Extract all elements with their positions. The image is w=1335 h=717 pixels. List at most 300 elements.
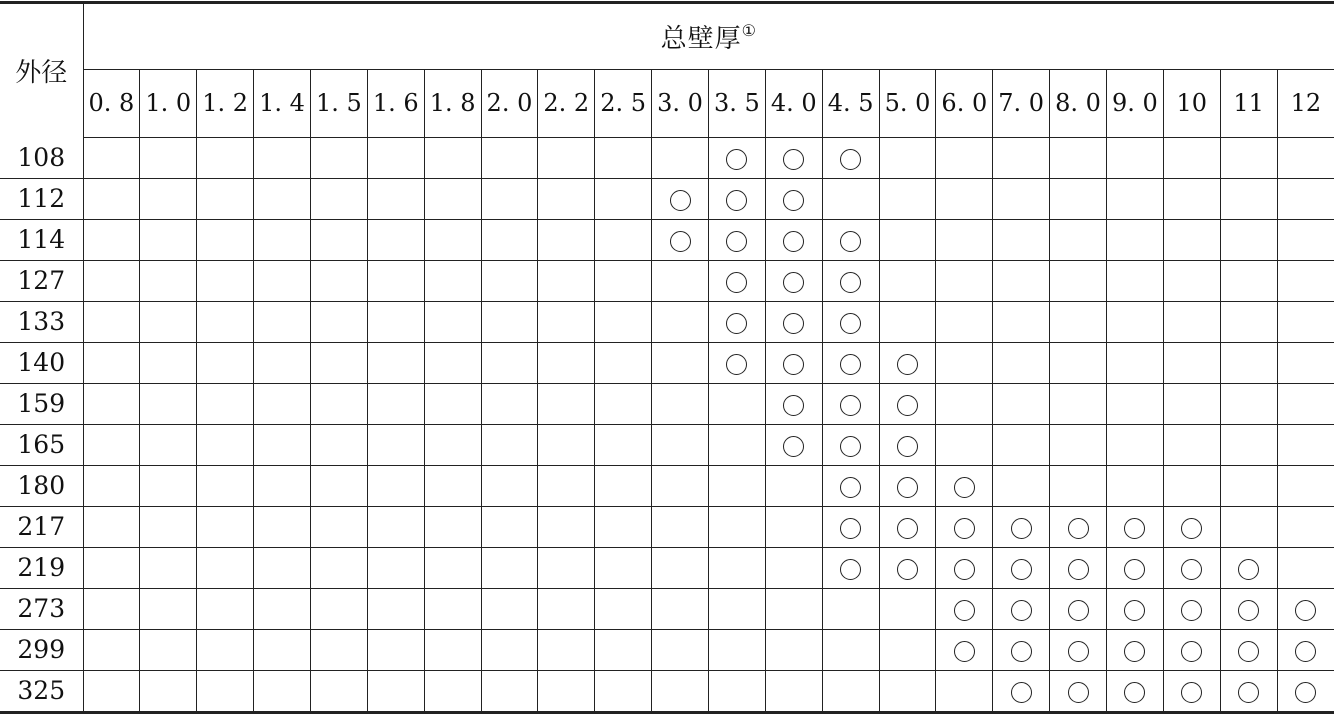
thickness-cell: [1220, 178, 1277, 219]
thickness-cell: [1050, 178, 1107, 219]
table-row: [0, 629, 1334, 670]
thickness-cell: [879, 260, 936, 301]
thickness-cell: [1163, 465, 1220, 506]
thickness-cell: [254, 547, 311, 588]
outer-diameter-cell: 325: [0, 670, 83, 712]
thickness-cell: [538, 629, 595, 670]
availability-circle-icon: [840, 313, 861, 334]
thickness-cell: [1277, 178, 1334, 219]
thickness-cell: [310, 137, 367, 178]
availability-circle-icon: [840, 436, 861, 457]
thickness-cell: [879, 342, 936, 383]
thickness-cell: [765, 465, 822, 506]
thickness-cell: [1220, 137, 1277, 178]
thickness-cell: [1220, 260, 1277, 301]
availability-circle-icon: [840, 518, 861, 539]
availability-circle-icon: [1011, 600, 1032, 621]
thickness-cell: [1163, 424, 1220, 465]
thickness-cell: [936, 383, 993, 424]
outer-diameter-cell: 159: [0, 383, 83, 424]
thickness-cell: [765, 588, 822, 629]
availability-circle-icon: [670, 231, 691, 252]
thickness-cell: [140, 342, 197, 383]
thickness-header-cell: 9. 0: [1106, 69, 1163, 137]
thickness-cell: [83, 260, 140, 301]
availability-circle-icon: [726, 231, 747, 252]
thickness-cell: [595, 178, 652, 219]
total-wall-thickness-header: [83, 3, 1334, 70]
thickness-cell: [310, 342, 367, 383]
availability-circle-icon: [897, 477, 918, 498]
table-row: [0, 506, 1334, 547]
thickness-cell: [993, 383, 1050, 424]
thickness-cell: [708, 342, 765, 383]
thickness-cell: [822, 547, 879, 588]
availability-circle-icon: [840, 272, 861, 293]
thickness-cell: [83, 465, 140, 506]
thickness-cell: [1163, 219, 1220, 260]
outer-diameter-cell: 108: [0, 137, 83, 178]
thickness-cell: [1106, 588, 1163, 629]
thickness-cell: [1050, 629, 1107, 670]
thickness-cell: [595, 465, 652, 506]
availability-circle-icon: [1068, 518, 1089, 539]
thickness-cell: [254, 219, 311, 260]
thickness-cell: [83, 424, 140, 465]
thickness-cell: [367, 670, 424, 712]
thickness-cell: [310, 547, 367, 588]
availability-circle-icon: [1181, 641, 1202, 662]
thickness-cell: [993, 178, 1050, 219]
thickness-cell: [652, 588, 709, 629]
availability-circle-icon: [840, 149, 861, 170]
thickness-cell: [140, 260, 197, 301]
availability-circle-icon: [1011, 518, 1032, 539]
thickness-cell: [83, 137, 140, 178]
availability-circle-icon: [840, 354, 861, 375]
thickness-cell: [595, 301, 652, 342]
thickness-cell: [1277, 588, 1334, 629]
thickness-cell: [822, 465, 879, 506]
thickness-cell: [1163, 629, 1220, 670]
thickness-cell: [708, 137, 765, 178]
thickness-header-cell: 6. 0: [936, 69, 993, 137]
thickness-cell: [765, 219, 822, 260]
thickness-cell: [424, 629, 481, 670]
thickness-cell: [936, 260, 993, 301]
thickness-cell: [765, 506, 822, 547]
outer-diameter-cell: 273: [0, 588, 83, 629]
availability-circle-icon: [840, 559, 861, 580]
thickness-cell: [993, 219, 1050, 260]
thickness-header-cell: 8. 0: [1050, 69, 1107, 137]
thickness-cell: [481, 178, 538, 219]
thickness-cell: [1220, 424, 1277, 465]
thickness-cell: [879, 547, 936, 588]
thickness-cell: [197, 342, 254, 383]
thickness-cell: [765, 383, 822, 424]
thickness-cell: [197, 547, 254, 588]
thickness-cell: [424, 342, 481, 383]
availability-circle-icon: [670, 190, 691, 211]
thickness-header-cell: 4. 0: [765, 69, 822, 137]
availability-circle-icon: [1068, 559, 1089, 580]
availability-circle-icon: [1124, 518, 1145, 539]
thickness-cell: [652, 670, 709, 712]
availability-circle-icon: [783, 354, 804, 375]
thickness-cell: [1163, 506, 1220, 547]
availability-circle-icon: [1238, 559, 1259, 580]
thickness-cell: [1163, 547, 1220, 588]
thickness-cell: [310, 506, 367, 547]
thickness-cell: [1163, 178, 1220, 219]
thickness-cell: [595, 588, 652, 629]
availability-circle-icon: [726, 149, 747, 170]
thickness-cell: [936, 137, 993, 178]
thickness-cell: [481, 219, 538, 260]
thickness-cell: [1220, 547, 1277, 588]
thickness-cell: [1163, 342, 1220, 383]
availability-circle-icon: [1181, 682, 1202, 703]
thickness-header-cell: 10: [1163, 69, 1220, 137]
thickness-cell: [481, 424, 538, 465]
thickness-cell: [879, 137, 936, 178]
thickness-cell: [1220, 219, 1277, 260]
table-header: [0, 3, 1334, 138]
thickness-cell: [652, 383, 709, 424]
thickness-cell: [1277, 547, 1334, 588]
thickness-cell: [708, 219, 765, 260]
table-row: [0, 383, 1334, 424]
thickness-cell: [652, 547, 709, 588]
availability-circle-icon: [783, 231, 804, 252]
thickness-cell: [652, 260, 709, 301]
thickness-cell: [481, 506, 538, 547]
thickness-cell: [879, 629, 936, 670]
thickness-cell: [254, 301, 311, 342]
thickness-cell: [538, 260, 595, 301]
availability-circle-icon: [1068, 641, 1089, 662]
thickness-cell: [538, 219, 595, 260]
availability-circle-icon: [726, 313, 747, 334]
thickness-cell: [367, 629, 424, 670]
thickness-cell: [254, 424, 311, 465]
thickness-cell: [708, 424, 765, 465]
availability-circle-icon: [897, 518, 918, 539]
thickness-cell: [1277, 629, 1334, 670]
thickness-cell: [481, 342, 538, 383]
availability-circle-icon: [1238, 600, 1259, 621]
thickness-cell: [936, 301, 993, 342]
thickness-cell: [1106, 465, 1163, 506]
thickness-cell: [708, 629, 765, 670]
thickness-cell: [1050, 547, 1107, 588]
thickness-cell: [822, 383, 879, 424]
thickness-cell: [538, 588, 595, 629]
thickness-cell: [652, 465, 709, 506]
availability-circle-icon: [1068, 600, 1089, 621]
thickness-cell: [1277, 670, 1334, 712]
thickness-cell: [708, 506, 765, 547]
thickness-cell: [822, 178, 879, 219]
thickness-cell: [822, 506, 879, 547]
thickness-cell: [1106, 629, 1163, 670]
thickness-cell: [1277, 424, 1334, 465]
thickness-cell: [879, 424, 936, 465]
thickness-cell: [1106, 383, 1163, 424]
thickness-cell: [254, 178, 311, 219]
thickness-cell: [538, 547, 595, 588]
thickness-cell: [1277, 219, 1334, 260]
thickness-cell: [1106, 342, 1163, 383]
thickness-cell: [140, 219, 197, 260]
table-row: [0, 178, 1334, 219]
thickness-header-cell: 3. 5: [708, 69, 765, 137]
thickness-header-cell: 2. 0: [481, 69, 538, 137]
outer-diameter-cell: 219: [0, 547, 83, 588]
pipe-size-table: [0, 1, 1334, 714]
thickness-cell: [936, 219, 993, 260]
thickness-cell: [1106, 178, 1163, 219]
thickness-cell: [424, 301, 481, 342]
thickness-cell: [367, 137, 424, 178]
thickness-cell: [879, 506, 936, 547]
thickness-cell: [1050, 260, 1107, 301]
thickness-cell: [1050, 301, 1107, 342]
thickness-cell: [1106, 506, 1163, 547]
thickness-cell: [481, 547, 538, 588]
table-row: [0, 219, 1334, 260]
thickness-cell: [538, 342, 595, 383]
availability-circle-icon: [840, 477, 861, 498]
thickness-cell: [1106, 547, 1163, 588]
thickness-cell: [1050, 506, 1107, 547]
thickness-cell: [1277, 506, 1334, 547]
availability-circle-icon: [954, 477, 975, 498]
thickness-cell: [310, 588, 367, 629]
thickness-cell: [481, 260, 538, 301]
availability-circle-icon: [783, 395, 804, 416]
availability-circle-icon: [726, 354, 747, 375]
table-row: [0, 465, 1334, 506]
thickness-cell: [481, 465, 538, 506]
thickness-cell: [197, 424, 254, 465]
outer-diameter-cell: 217: [0, 506, 83, 547]
thickness-cell: [595, 506, 652, 547]
thickness-cell: [481, 670, 538, 712]
thickness-cell: [83, 547, 140, 588]
thickness-cell: [424, 260, 481, 301]
thickness-cell: [254, 383, 311, 424]
thickness-cell: [140, 465, 197, 506]
thickness-header-cell: 1. 4: [254, 69, 311, 137]
thickness-cell: [367, 465, 424, 506]
thickness-cell: [595, 137, 652, 178]
availability-circle-icon: [840, 231, 861, 252]
outer-diameter-cell: 127: [0, 260, 83, 301]
thickness-cell: [1220, 629, 1277, 670]
thickness-cell: [822, 137, 879, 178]
thickness-header-cell: 2. 2: [538, 69, 595, 137]
availability-circle-icon: [1124, 682, 1145, 703]
thickness-cell: [1220, 342, 1277, 383]
outer-diameter-cell: 114: [0, 219, 83, 260]
thickness-cell: [310, 219, 367, 260]
outer-diameter-cell: 112: [0, 178, 83, 219]
availability-circle-icon: [726, 190, 747, 211]
thickness-cell: [993, 137, 1050, 178]
thickness-cell: [254, 342, 311, 383]
thickness-cell: [83, 383, 140, 424]
thickness-cell: [1106, 260, 1163, 301]
thickness-cell: [765, 629, 822, 670]
availability-circle-icon: [1124, 641, 1145, 662]
availability-circle-icon: [1295, 641, 1316, 662]
thickness-cell: [879, 588, 936, 629]
availability-circle-icon: [1181, 600, 1202, 621]
thickness-cell: [367, 588, 424, 629]
thickness-cell: [83, 670, 140, 712]
thickness-cell: [254, 629, 311, 670]
thickness-cell: [1163, 137, 1220, 178]
thickness-cell: [879, 219, 936, 260]
thickness-cell: [993, 301, 1050, 342]
thickness-cell: [424, 178, 481, 219]
availability-circle-icon: [897, 395, 918, 416]
availability-circle-icon: [1295, 682, 1316, 703]
thickness-cell: [1106, 424, 1163, 465]
thickness-cell: [652, 342, 709, 383]
thickness-cell: [708, 301, 765, 342]
thickness-cell: [481, 301, 538, 342]
thickness-cell: [197, 219, 254, 260]
availability-circle-icon: [783, 190, 804, 211]
thickness-cell: [708, 465, 765, 506]
thickness-cell: [1106, 670, 1163, 712]
thickness-cell: [197, 670, 254, 712]
thickness-cell: [367, 178, 424, 219]
thickness-cell: [765, 670, 822, 712]
thickness-cell: [197, 465, 254, 506]
thickness-cell: [83, 301, 140, 342]
thickness-cell: [822, 342, 879, 383]
thickness-cell: [140, 383, 197, 424]
thickness-cell: [595, 424, 652, 465]
thickness-cell: [538, 506, 595, 547]
thickness-cell: [595, 342, 652, 383]
availability-circle-icon: [897, 354, 918, 375]
thickness-cell: [1106, 301, 1163, 342]
thickness-cell: [993, 342, 1050, 383]
thickness-cell: [310, 178, 367, 219]
thickness-cell: [310, 424, 367, 465]
thickness-cell: [822, 588, 879, 629]
thickness-cell: [310, 465, 367, 506]
thickness-cell: [765, 260, 822, 301]
thickness-cell: [254, 137, 311, 178]
availability-circle-icon: [726, 272, 747, 293]
thickness-cell: [652, 301, 709, 342]
table-row: [0, 137, 1334, 178]
outer-diameter-header: 外径: [0, 3, 83, 138]
thickness-cell: [822, 301, 879, 342]
outer-diameter-cell: 140: [0, 342, 83, 383]
thickness-cell: [936, 629, 993, 670]
thickness-cell: [254, 465, 311, 506]
thickness-header-cell: 0. 8: [83, 69, 140, 137]
thickness-header-cell: 1. 5: [310, 69, 367, 137]
table-row: [0, 301, 1334, 342]
outer-diameter-cell: 299: [0, 629, 83, 670]
thickness-cell: [140, 301, 197, 342]
thickness-cell: [1277, 342, 1334, 383]
thickness-cell: [254, 506, 311, 547]
group-label: 总壁厚: [660, 23, 742, 54]
table-body: [0, 137, 1334, 712]
thickness-cell: [424, 588, 481, 629]
thickness-cell: [197, 588, 254, 629]
thickness-cell: [538, 465, 595, 506]
thickness-cell: [993, 260, 1050, 301]
thickness-cell: [197, 260, 254, 301]
thickness-cell: [1220, 383, 1277, 424]
thickness-cell: [1050, 465, 1107, 506]
thickness-cell: [254, 260, 311, 301]
thickness-cell: [708, 670, 765, 712]
thickness-cell: [538, 383, 595, 424]
thickness-cell: [83, 342, 140, 383]
thickness-header-cell: 1. 0: [140, 69, 197, 137]
thickness-cell: [765, 424, 822, 465]
table-row: [0, 342, 1334, 383]
thickness-cell: [140, 137, 197, 178]
thickness-cell: [595, 383, 652, 424]
thickness-cell: [1163, 588, 1220, 629]
thickness-cell: [424, 219, 481, 260]
thickness-cell: [1050, 383, 1107, 424]
thickness-cell: [367, 219, 424, 260]
thickness-cell: [993, 588, 1050, 629]
thickness-cell: [197, 137, 254, 178]
thickness-cell: [1277, 383, 1334, 424]
thickness-cell: [83, 588, 140, 629]
thickness-cell: [595, 219, 652, 260]
thickness-cell: [765, 547, 822, 588]
thickness-cell: [140, 670, 197, 712]
availability-circle-icon: [1124, 559, 1145, 580]
thickness-cell: [481, 629, 538, 670]
availability-circle-icon: [954, 641, 975, 662]
thickness-header-row: [0, 69, 1334, 137]
thickness-cell: [822, 219, 879, 260]
thickness-cell: [1106, 219, 1163, 260]
thickness-cell: [310, 629, 367, 670]
thickness-cell: [367, 260, 424, 301]
table-row: [0, 670, 1334, 712]
thickness-cell: [652, 506, 709, 547]
thickness-header-cell: 12: [1277, 69, 1334, 137]
availability-circle-icon: [954, 559, 975, 580]
outer-diameter-cell: 165: [0, 424, 83, 465]
table-row: [0, 588, 1334, 629]
thickness-cell: [538, 137, 595, 178]
thickness-cell: [1277, 137, 1334, 178]
thickness-cell: [83, 629, 140, 670]
thickness-cell: [481, 383, 538, 424]
thickness-cell: [652, 424, 709, 465]
availability-circle-icon: [1011, 682, 1032, 703]
thickness-cell: [936, 465, 993, 506]
